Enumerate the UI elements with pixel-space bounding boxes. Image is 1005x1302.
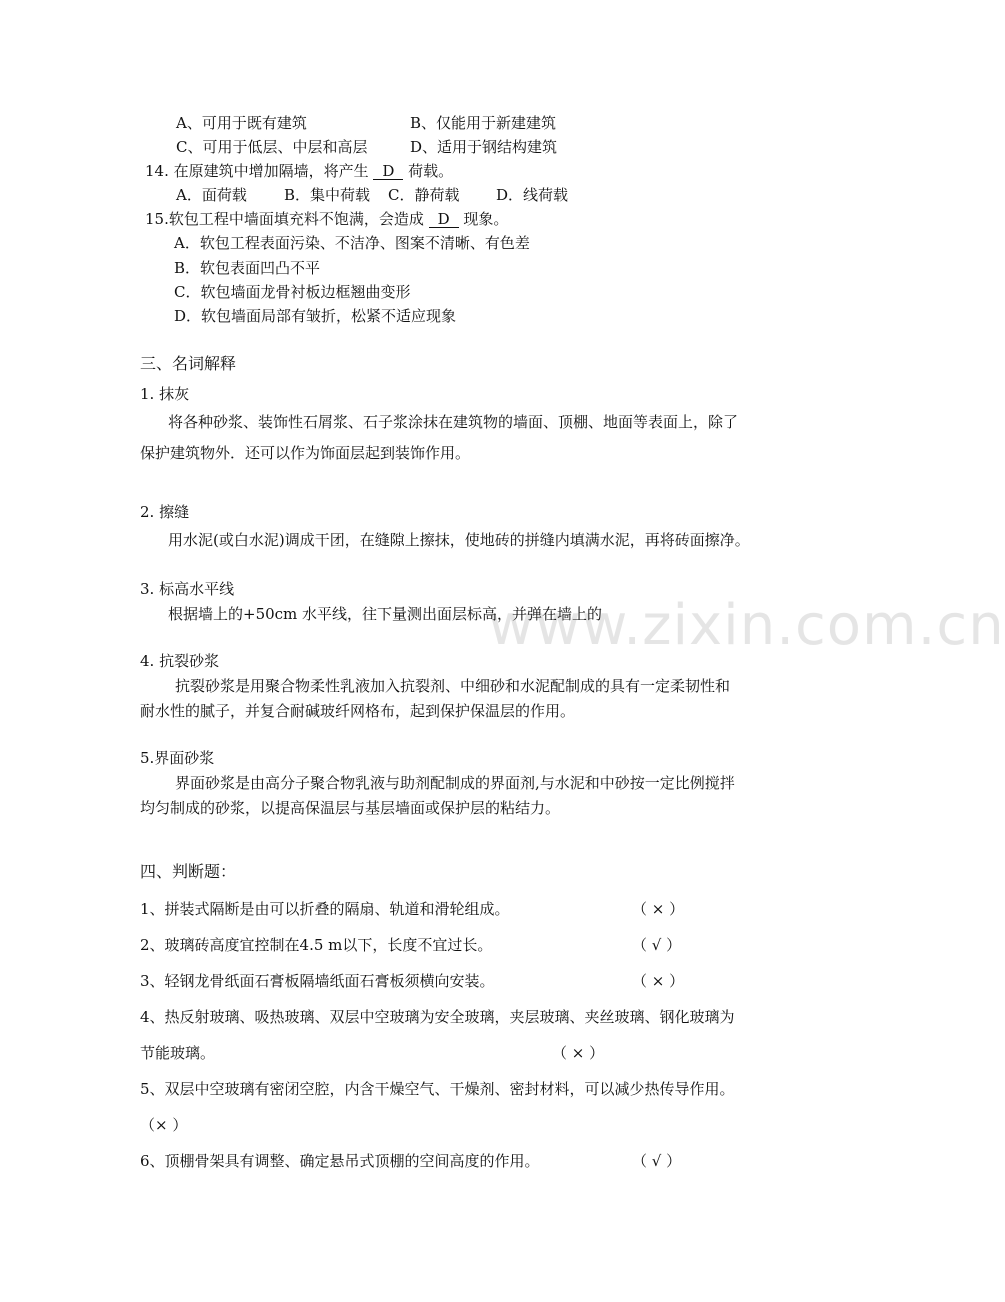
q15-option-d: D．软包墙面局部有皱折，松紧不适应现象 xyxy=(174,307,457,325)
q14-option-a: A．面荷载 xyxy=(176,186,247,204)
q13-option-d: D、适用于钢结构建筑 xyxy=(410,138,558,156)
judge-4-cont: 节能玻璃。 xyxy=(140,1044,216,1062)
judge-5-text: 5、双层中空玻璃有密闭空腔，内含干燥空气、干燥剂、密封材料，可以减少热传导作用。 xyxy=(140,1080,735,1098)
term-1-line-2: 保护建筑物外．还可以作为饰面层起到装饰作用。 xyxy=(140,444,471,462)
judge-5-mark: （× ） xyxy=(140,1116,188,1134)
section3-title: 三、名词解释 xyxy=(140,354,237,373)
section4-title: 四、判断题： xyxy=(140,862,237,881)
judge-2-text: 2、玻璃砖高度宜控制在4.5 m以下，长度不宜过长。 xyxy=(140,936,493,954)
q15-stem-before: 15.软包工程中墙面填充料不饱满，会造成 xyxy=(145,210,429,228)
q15-stem xyxy=(145,212,508,228)
judge-6-text: 6、顶棚骨架具有调整、确定悬吊式顶棚的空间高度的作用。 xyxy=(140,1152,540,1170)
term-5-title: 5.界面砂浆 xyxy=(140,749,215,767)
q13-option-a: A、可用于既有建筑 xyxy=(176,114,307,132)
q14-stem-before: 14. 在原建筑中增加隔墙，将产生 xyxy=(145,162,374,180)
q15-option-c: C．软包墙面龙骨衬板边框翘曲变形 xyxy=(174,283,411,301)
q14-stem-after: 荷载。 xyxy=(403,162,454,180)
term-3-line-1: 根据墙上的+50cm 水平线，往下量测出面层标高，并弹在墙上的 xyxy=(168,605,603,623)
term-5-line-2: 均匀制成的砂浆，以提高保温层与基层墙面或保护层的粘结力。 xyxy=(140,799,561,817)
q15-option-b: B．软包表面凹凸不平 xyxy=(174,259,321,277)
judge-1-mark: （ × ） xyxy=(632,900,685,918)
judge-3-text: 3、轻钢龙骨纸面石膏板隔墙纸面石膏板须横向安装。 xyxy=(140,972,495,990)
term-5-line-1: 界面砂浆是由高分子聚合物乳液与助剂配制成的界面剂,与水泥和中砂按一定比例搅拌 xyxy=(175,774,735,792)
term-3-title: 3. 标高水平线 xyxy=(140,580,235,598)
term-4-title: 4. 抗裂砂浆 xyxy=(140,652,220,670)
judge-4-mark: （ × ） xyxy=(552,1044,605,1062)
term-1-line-1: 将各种砂浆、装饰性石屑浆、石子浆涂抹在建筑物的墙面、顶棚、地面等表面上，除了 xyxy=(168,413,739,431)
term-4-line-2: 耐水性的腻子，并复合耐碱玻纤网格布，起到保护保温层的作用。 xyxy=(140,702,576,720)
q14-option-d: D．线荷载 xyxy=(496,186,569,204)
q14-option-c: C．静荷载 xyxy=(388,186,460,204)
term-2-line-1: 用水泥(或白水泥)调成干团，在缝隙上擦抹，使地砖的拼缝内填满水泥，再将砖面擦净。 xyxy=(168,531,750,549)
judge-6-mark: （ √ ） xyxy=(632,1152,682,1170)
q15-stem-after: 现象。 xyxy=(458,210,509,228)
q14-answer: D xyxy=(373,164,403,180)
term-1-title: 1. 抹灰 xyxy=(140,385,190,403)
judge-3-mark: （ × ） xyxy=(632,972,685,990)
q13-option-b: B、仅能用于新建建筑 xyxy=(410,114,557,132)
q13-option-c: C、可用于低层、中层和高层 xyxy=(176,138,368,156)
q15-option-a: A．软包工程表面污染、不洁净、图案不清晰、有色差 xyxy=(174,234,530,252)
term-2-title: 2. 擦缝 xyxy=(140,503,190,521)
term-4-line-1: 抗裂砂浆是用聚合物柔性乳液加入抗裂剂、中细砂和水泥配制成的具有一定柔韧性和 xyxy=(175,677,731,695)
q14-stem xyxy=(145,164,453,180)
judge-4-text: 4、热反射玻璃、吸热玻璃、双层中空玻璃为安全玻璃，夹层玻璃、夹丝玻璃、钢化玻璃为 xyxy=(140,1008,735,1026)
watermark: www.zixin.com.cn xyxy=(488,593,1005,658)
q14-option-b: B．集中荷载 xyxy=(284,186,371,204)
judge-1-text: 1、拼装式隔断是由可以折叠的隔扇、轨道和滑轮组成。 xyxy=(140,900,510,918)
judge-2-mark: （ √ ） xyxy=(632,936,682,954)
q15-answer: D xyxy=(429,212,459,228)
